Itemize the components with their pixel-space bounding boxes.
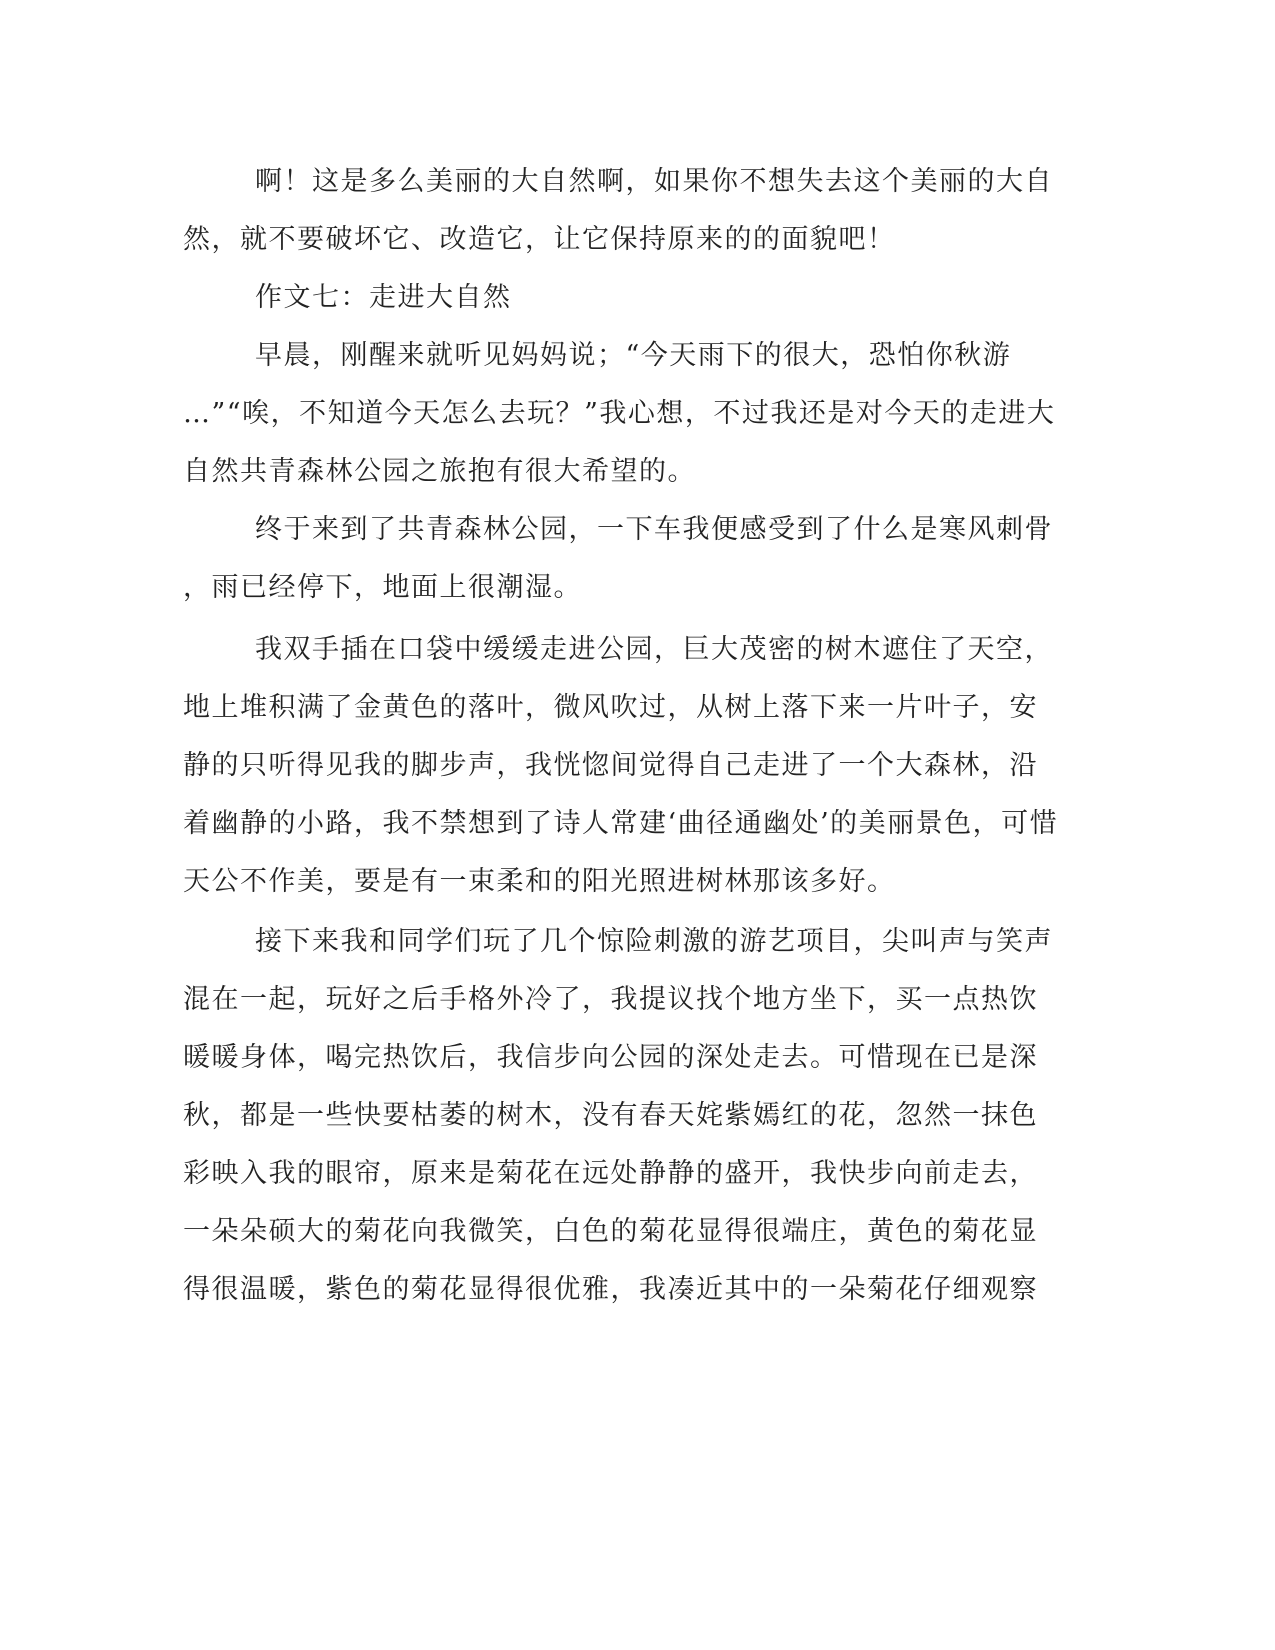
text-line: …”“唉，不知道今天怎么去玩？”我心想，不过我还是对今天的走进大 bbox=[183, 398, 1056, 429]
text-line: 啊！这是多么美丽的大自然啊，如果你不想失去这个美丽的大自 bbox=[255, 166, 1053, 197]
text-line: 然，就不要破坏它、改造它，让它保持原来的的面貌吧！ bbox=[183, 224, 896, 255]
text-line: 终于来到了共青森林公园，一下车我便感受到了什么是寒风刺骨 bbox=[255, 514, 1053, 545]
text-line: 天公不作美，要是有一束柔和的阳光照进树林那该多好。 bbox=[183, 866, 896, 897]
text-line: 暖暖身体，喝完热饮后，我信步向公园的深处走去。可惜现在已是深 bbox=[183, 1042, 1038, 1073]
text-line: 自然共青森林公园之旅抱有很大希望的。 bbox=[183, 456, 696, 487]
text-line: 地上堆积满了金黄色的落叶，微风吹过，从树上落下来一片叶子，安 bbox=[183, 692, 1038, 723]
text-line: 得很温暖，紫色的菊花显得很优雅，我凑近其中的一朵菊花仔细观察 bbox=[183, 1274, 1038, 1305]
section-heading: 作文七：走进大自然 bbox=[255, 282, 512, 313]
text-line: 混在一起，玩好之后手格外冷了，我提议找个地方坐下，买一点热饮 bbox=[183, 984, 1038, 1015]
text-line: ，雨已经停下，地面上很潮湿。 bbox=[183, 572, 582, 603]
text-line: 早晨，刚醒来就听见妈妈说；“今天雨下的很大，恐怕你秋游 bbox=[255, 340, 1012, 371]
text-line: 彩映入我的眼帘，原来是菊花在远处静静的盛开，我快步向前走去， bbox=[183, 1158, 1038, 1189]
text-line: 接下来我和同学们玩了几个惊险刺激的游艺项目，尖叫声与笑声 bbox=[255, 926, 1053, 957]
text-line: 一朵朵硕大的菊花向我微笑，白色的菊花显得很端庄，黄色的菊花显 bbox=[183, 1216, 1038, 1247]
text-line: 秋，都是一些快要枯萎的树木，没有春天姹紫嫣红的花，忽然一抹色 bbox=[183, 1100, 1038, 1131]
text-line: 着幽静的小路，我不禁想到了诗人常建‘曲径通幽处’的美丽景色，可惜 bbox=[183, 808, 1059, 839]
text-line: 我双手插在口袋中缓缓走进公园，巨大茂密的树木遮住了天空， bbox=[255, 634, 1053, 665]
text-line: 静的只听得见我的脚步声，我恍惚间觉得自己走进了一个大森林，沿 bbox=[183, 750, 1038, 781]
